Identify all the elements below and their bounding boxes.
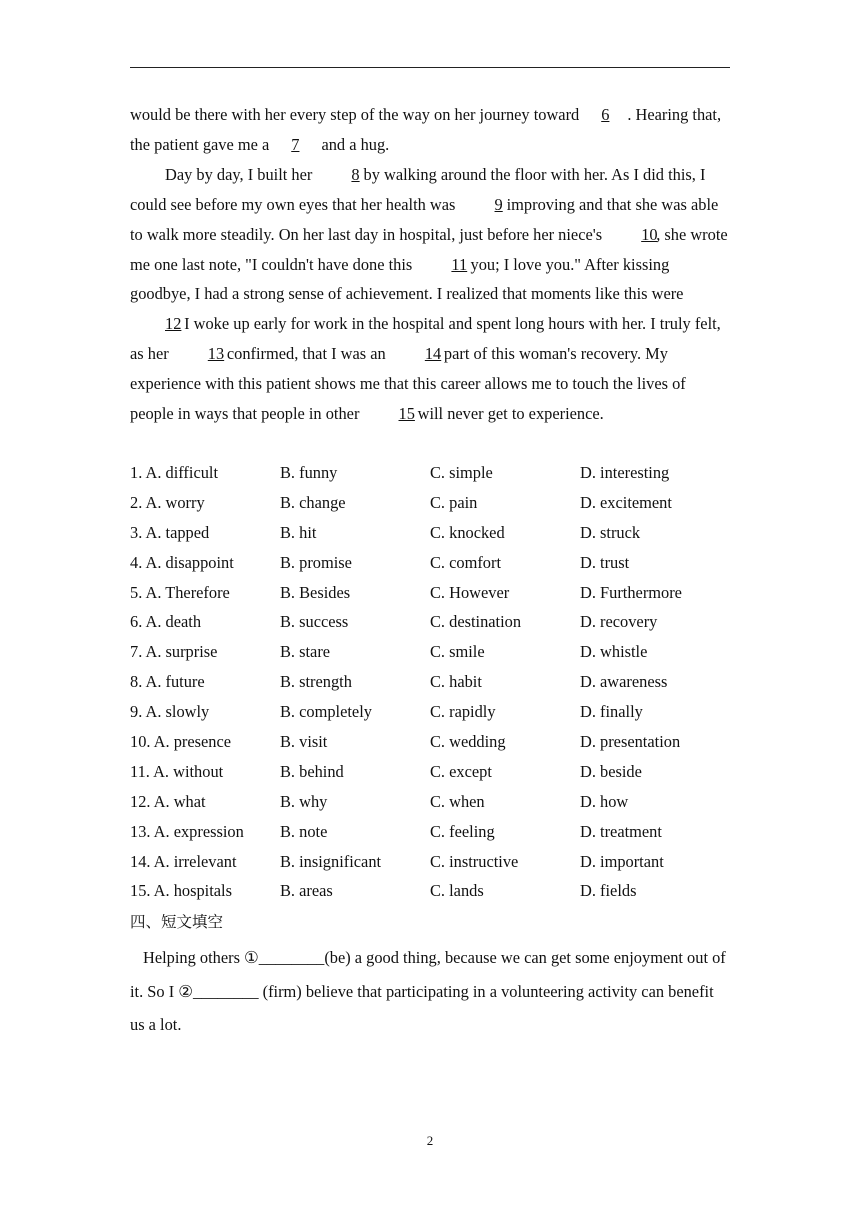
text-run: would be there with her every step of the way on her journey toward — [130, 105, 584, 124]
text-run: will never get to experience. — [413, 404, 604, 424]
option-row — [130, 727, 730, 757]
option-a: 14. A. irrelevant — [130, 851, 237, 871]
text-run: I woke up early for work in the hospital and spent long hours with her. I truly felt, as her — [130, 314, 721, 364]
fill-in-text: Helping others ①________(be) a good thing, because we can get some enjoyment out of it. So I ②________ (firm) believe that participating in a volunteering activity can benefit us a lot. — [130, 948, 726, 1035]
option-a: 15. A. hospitals — [130, 881, 232, 901]
option-d: D. struck — [580, 522, 641, 542]
option-d: D. finally — [580, 702, 643, 722]
option-row — [130, 458, 730, 488]
option-d: D. Furthermore — [580, 582, 682, 602]
option-d: D. treatment — [580, 821, 662, 841]
option-row — [130, 548, 730, 578]
option-a: 2. A. worry — [130, 492, 205, 512]
option-row — [130, 578, 730, 608]
text-run: by walking around the floor with her. As I did this, I could see before my own eyes that her health was — [130, 164, 706, 214]
text-run: and a hug. — [317, 134, 390, 154]
text-run: Day by day, I built her — [165, 164, 317, 184]
option-d: D. excitement — [580, 492, 672, 512]
option-a: 1. A. difficult — [130, 463, 219, 482]
option-d: D. beside — [580, 761, 642, 781]
passage — [130, 100, 730, 429]
passage-paragraph-2 — [130, 160, 730, 429]
option-b: B. hit — [280, 522, 317, 542]
option-a: 7. A. surprise — [130, 642, 218, 662]
option-c: C. lands — [430, 881, 484, 901]
blank-10: 10 — [641, 224, 658, 244]
option-a: 4. A. disappoint — [130, 552, 234, 572]
option-a: 13. A. expression — [130, 821, 244, 841]
option-d: D. presentation — [580, 732, 681, 752]
option-c: C. pain — [430, 492, 478, 512]
option-b: B. change — [280, 492, 346, 512]
option-row — [130, 757, 730, 787]
option-row — [130, 697, 730, 727]
option-b: B. insignificant — [280, 851, 382, 871]
blank-6: 6 — [601, 105, 610, 124]
option-d: D. trust — [580, 552, 630, 572]
option-row — [130, 607, 730, 637]
fill-in-paragraph — [130, 941, 730, 1042]
header-rule — [130, 67, 730, 68]
option-c: C. simple — [430, 463, 493, 482]
option-c: C. feeling — [430, 821, 495, 841]
option-d: D. recovery — [580, 612, 658, 632]
text-run: part of this woman's recovery. My experience with this patient shows me that this career allows me to touch the lives of people in ways that people in other — [130, 344, 686, 424]
option-row — [130, 637, 730, 667]
blank-15: 15 — [398, 404, 415, 424]
option-b: B. why — [280, 791, 328, 811]
option-c: C. when — [430, 791, 485, 811]
option-c: C. smile — [430, 642, 485, 662]
option-b: B. strength — [280, 672, 352, 692]
option-b: B. stare — [280, 642, 331, 662]
option-d: D. whistle — [580, 642, 648, 662]
option-b: B. promise — [280, 552, 352, 572]
option-b: B. funny — [280, 463, 338, 482]
option-c: C. However — [430, 582, 510, 602]
blank-13: 13 — [207, 344, 225, 364]
option-a: 5. A. Therefore — [130, 582, 230, 602]
option-d: D. how — [580, 791, 629, 811]
option-b: B. success — [280, 612, 349, 632]
option-row — [130, 847, 730, 877]
text-run: you; I love you." After kissing goodbye, I had a strong sense of achievement. I realized that moments like this were — [130, 254, 684, 304]
option-a: 11. A. without — [130, 761, 224, 781]
option-b: B. completely — [280, 702, 372, 722]
option-a: 6. A. death — [130, 612, 202, 632]
option-c: C. wedding — [430, 732, 506, 752]
text-run: confirmed, that I was an — [222, 344, 390, 364]
option-c: C. comfort — [430, 552, 502, 572]
option-c: C. destination — [430, 612, 522, 632]
answer-options — [130, 458, 730, 906]
blank-9: 9 — [494, 194, 503, 214]
option-d: D. important — [580, 851, 664, 871]
option-d: D. awareness — [580, 672, 668, 692]
section-heading: 四、短文填空 — [130, 913, 224, 931]
blank-11: 11 — [451, 254, 468, 274]
option-b: B. note — [280, 821, 328, 841]
blank-8: 8 — [351, 164, 360, 184]
blank-12: 12 — [165, 314, 182, 334]
option-c: C. habit — [430, 672, 482, 692]
option-a: 3. A. tapped — [130, 522, 210, 542]
option-a: 8. A. future — [130, 672, 205, 692]
option-b: B. Besides — [280, 582, 351, 602]
passage-paragraph-1 — [130, 100, 730, 160]
option-row — [130, 876, 730, 906]
option-b: B. areas — [280, 881, 333, 901]
blank-7: 7 — [291, 134, 300, 154]
option-row — [130, 787, 730, 817]
option-row — [130, 667, 730, 697]
option-row — [130, 488, 730, 518]
text-run: , she wrote me one last note, "I couldn't have done this — [130, 224, 728, 274]
option-a: 12. A. what — [130, 791, 206, 811]
option-c: C. except — [430, 761, 492, 781]
page-number: 2 — [426, 1133, 434, 1148]
option-d: D. fields — [580, 881, 637, 901]
option-b: B. visit — [280, 732, 328, 752]
option-c: C. rapidly — [430, 702, 496, 722]
option-a: 9. A. slowly — [130, 702, 210, 722]
option-d: D. interesting — [580, 463, 670, 482]
text-run: improving and that she was able to walk more steadily. On her last day in hospital, just before her niece's — [130, 194, 719, 244]
option-row — [130, 817, 730, 847]
blank-14: 14 — [424, 344, 442, 364]
text-run: . Hearing that, the patient gave me a — [130, 105, 722, 154]
option-row — [130, 518, 730, 548]
option-a: 10. A. presence — [130, 732, 232, 752]
option-c: C. instructive — [430, 851, 519, 871]
option-c: C. knocked — [430, 522, 505, 542]
option-b: B. behind — [280, 761, 344, 781]
